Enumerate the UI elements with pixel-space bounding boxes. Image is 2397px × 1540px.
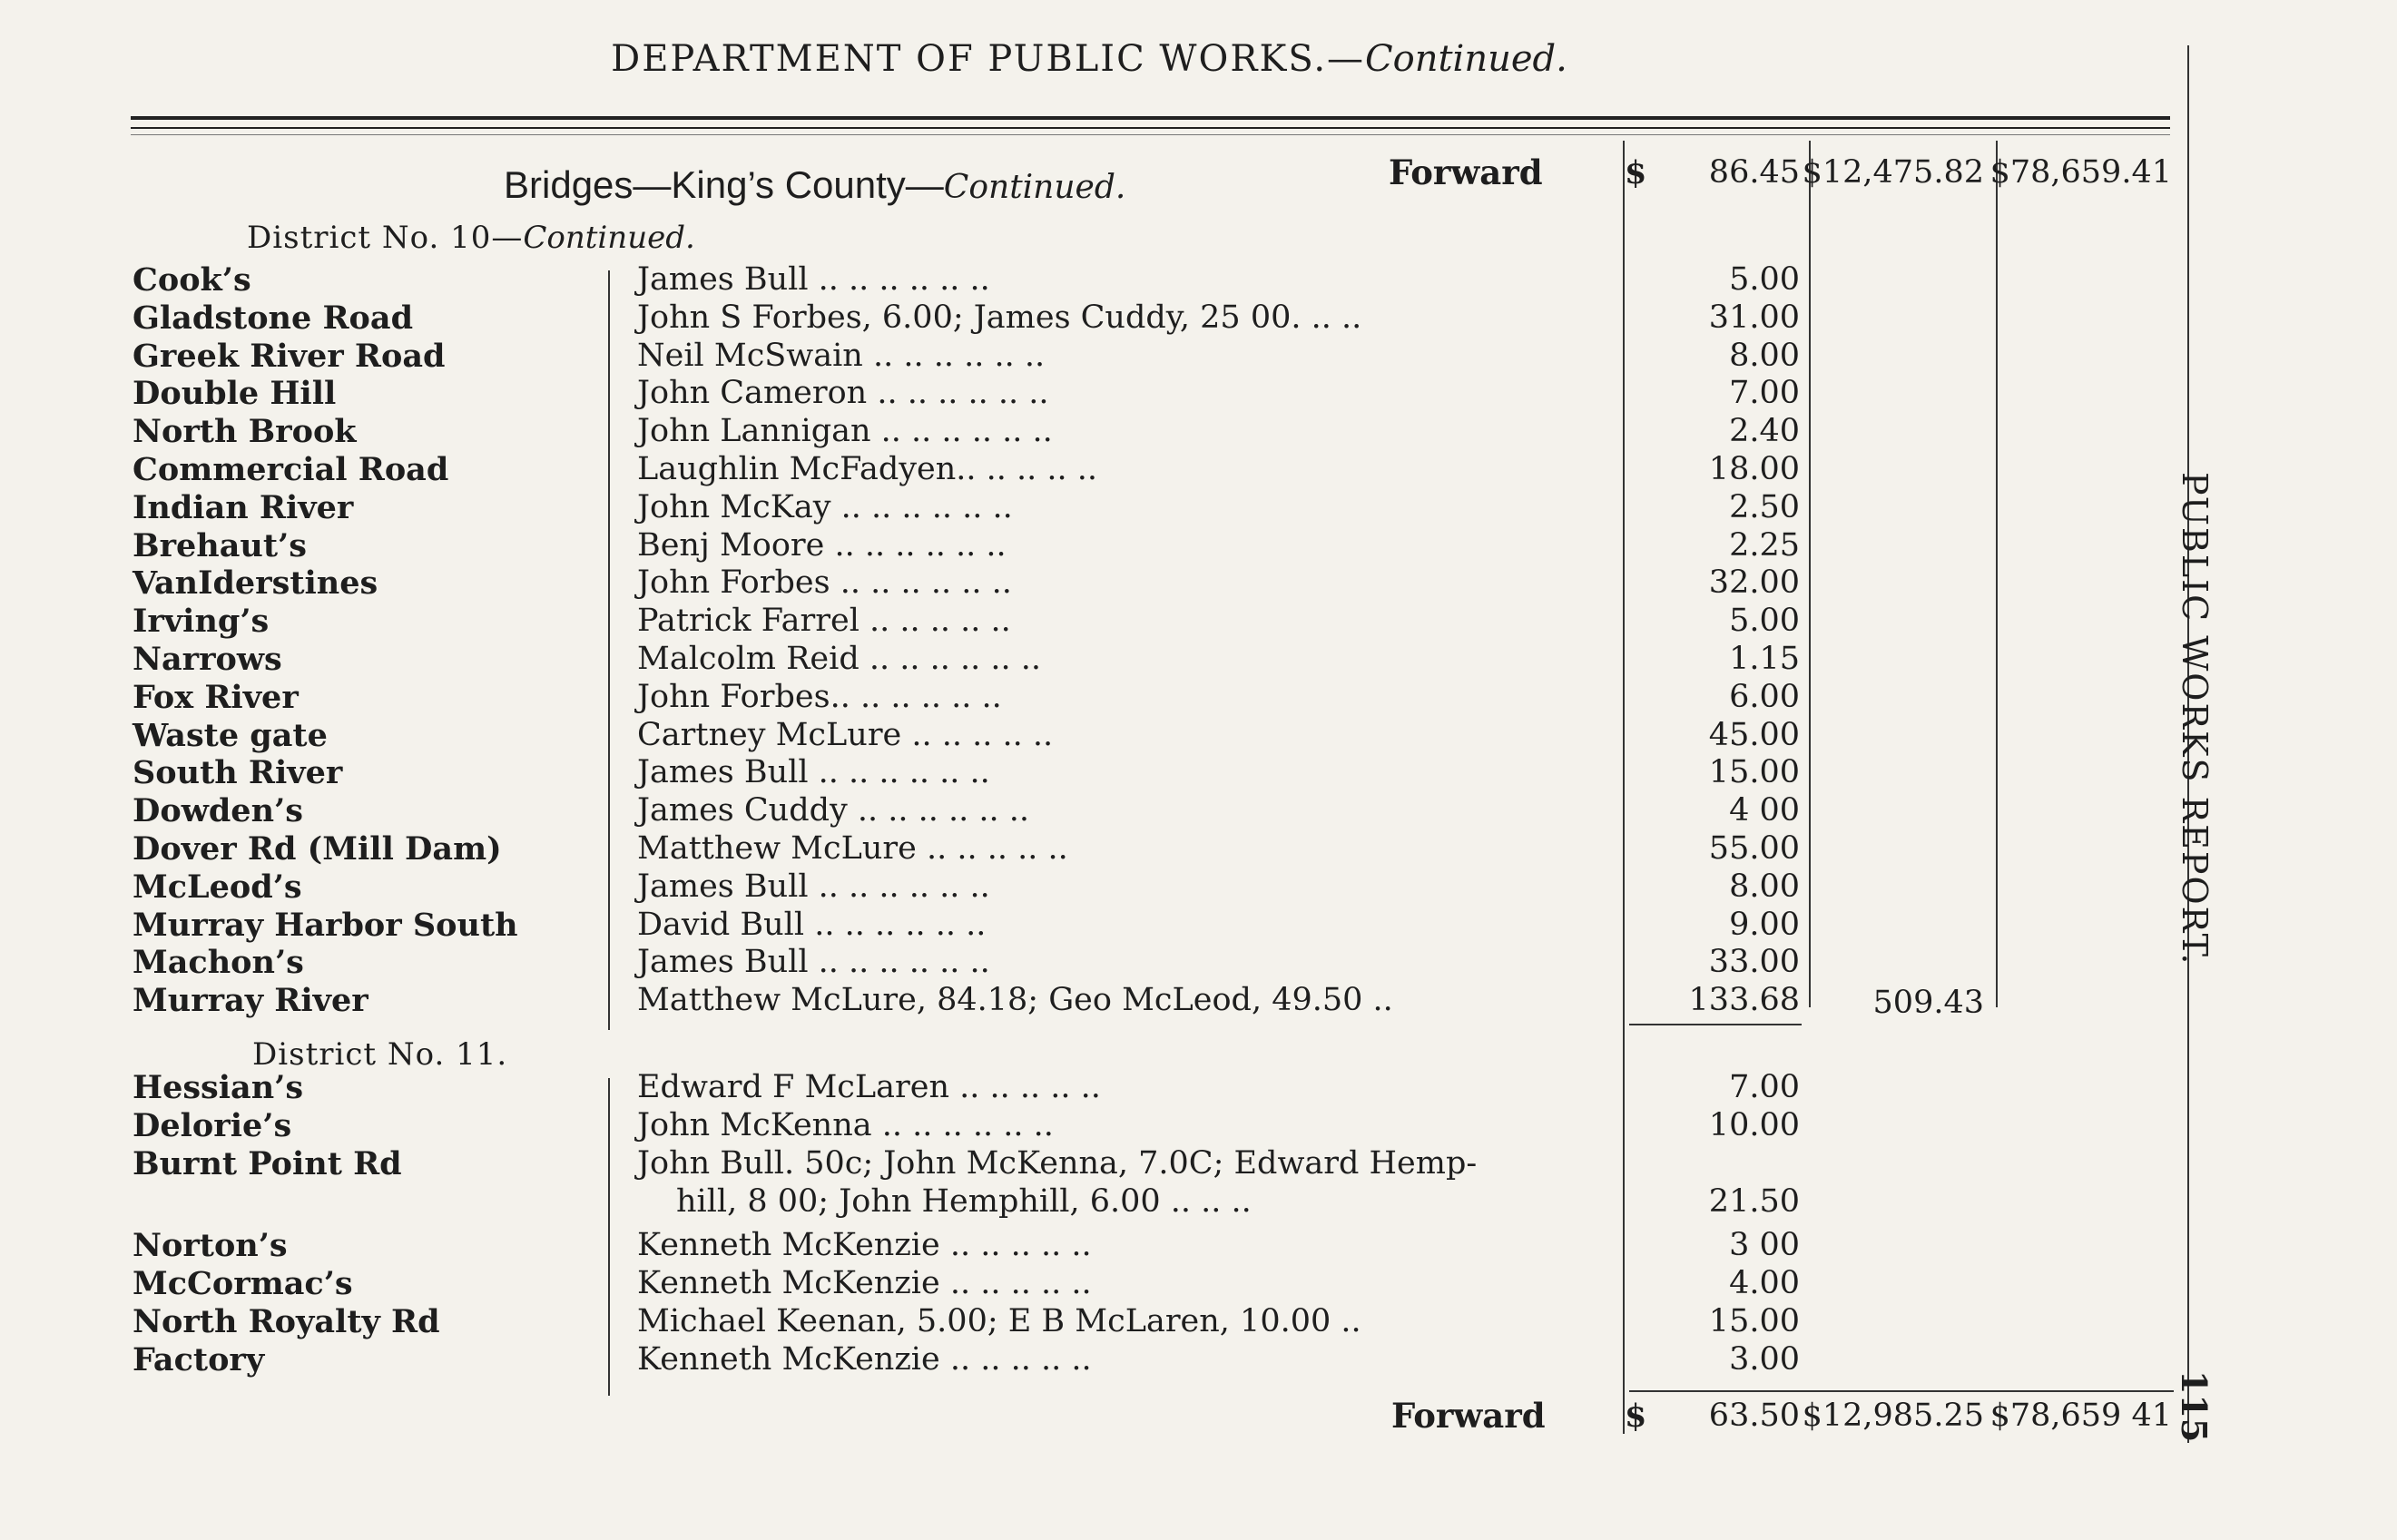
forward-top-dollar: $ [1625, 154, 1647, 191]
payee-name-continued: hill, 8 00; John Hemphill, 6.00 .. .. .. [676, 1183, 1252, 1220]
amount-value: 8.00 [1729, 337, 1800, 374]
place-name: Greek River Road [133, 337, 446, 375]
payee-name: David Bull .. .. .. .. .. .. [637, 906, 987, 943]
place-name: Dover Rd (Mill Dam) [133, 830, 502, 868]
place-name: Brehaut’s [133, 526, 307, 564]
place-name: VanIderstines [133, 564, 378, 603]
place-name: Factory [133, 1341, 265, 1378]
amount-value: 21.50 [1708, 1183, 1800, 1220]
place-name: Murray River [133, 982, 368, 1020]
payee-name: John Lannigan .. .. .. .. .. .. [637, 413, 1053, 450]
payee-name: James Bull .. .. .. .. .. .. [637, 868, 990, 905]
place-name: Indian River [133, 488, 354, 526]
district-10-subtotal: 509.43 [1872, 985, 1984, 1021]
place-name: Machon’s [133, 944, 304, 982]
amount-value: 3 00 [1729, 1227, 1800, 1263]
forward-bottom-dollar: $ [1625, 1398, 1647, 1435]
amount-value: 5.00 [1729, 261, 1800, 298]
amount-value: 3.00 [1729, 1341, 1800, 1378]
place-name: Gladstone Road [133, 299, 414, 337]
forward-top-total: $78,659.41 [1989, 154, 2172, 191]
header-rule-top [131, 116, 2170, 120]
place-name: Murray Harbor South [133, 906, 518, 944]
amount-value: 18.00 [1708, 451, 1800, 487]
amount-value: 4.00 [1729, 1265, 1800, 1301]
payee-name: Edward F McLaren .. .. .. .. .. [637, 1069, 1101, 1105]
amount-value: 8.00 [1729, 868, 1800, 905]
forward-bottom-rule [1629, 1390, 2174, 1392]
page-header [0, 38, 2178, 80]
place-name: Hessian’s [133, 1069, 304, 1106]
place-name: Narrows [133, 641, 282, 678]
district-11-heading: District No. 11. [252, 1036, 508, 1073]
payee-name: Kenneth McKenzie .. .. .. .. .. [637, 1341, 1092, 1378]
amount-value: 32.00 [1708, 564, 1800, 602]
place-name: Dowden’s [133, 792, 303, 830]
amount-value: 31.00 [1708, 299, 1800, 336]
forward-bottom-total: $78,659 41 [1989, 1398, 2172, 1434]
payee-column-line-10 [608, 270, 610, 1030]
amount-value: 7.00 [1729, 1069, 1800, 1105]
payee-name: James Bull .. .. .. .. .. .. [637, 754, 990, 791]
payee-name: James Cuddy .. .. .. .. .. .. [637, 792, 1030, 829]
amount-value: 5.00 [1729, 603, 1800, 640]
place-name: McLeod’s [133, 868, 302, 906]
place-name: Burnt Point Rd [133, 1145, 402, 1182]
payee-name: John Bull. 50c; John McKenna, 7.0C; Edward Hemp- [637, 1145, 1478, 1182]
place-name: Norton’s [133, 1227, 288, 1264]
amount-value: 33.00 [1708, 944, 1800, 981]
place-name: Fox River [133, 678, 299, 716]
payee-name: Cartney McLure .. .. .. .. .. [637, 716, 1054, 753]
payee-name: John Forbes .. .. .. .. .. .. [637, 564, 1012, 602]
amount-value: 133.68 [1688, 982, 1800, 1019]
payee-name: Michael Keenan, 5.00; E B McLaren, 10.00 .. [637, 1303, 1361, 1339]
payee-column-line-11 [608, 1078, 610, 1396]
section-title: Bridges—King’s County—Continued. [504, 163, 1126, 206]
forward-bottom-amount: 63.50 [1708, 1398, 1800, 1434]
place-name: Commercial Road [133, 451, 449, 488]
payee-name: John S Forbes, 6.00; James Cuddy, 25 00. .. .. [637, 299, 1362, 336]
header-rule-bottom [131, 127, 2170, 129]
payee-name: James Bull .. .. .. .. .. .. [637, 261, 990, 298]
payee-name: John McKenna .. .. .. .. .. .. [637, 1107, 1054, 1143]
place-name: McCormac’s [133, 1265, 353, 1302]
forward-bottom-label: Forward [1391, 1396, 1546, 1436]
amount-value: 9.00 [1729, 906, 1800, 943]
header-continued: Continued. [1365, 38, 1567, 80]
payee-name: John Cameron .. .. .. .. .. .. [637, 375, 1049, 412]
payee-name: Kenneth McKenzie .. .. .. .. .. [637, 1265, 1092, 1301]
payee-name: Matthew McLure .. .. .. .. .. [637, 830, 1068, 867]
place-name: North Royalty Rd [133, 1303, 440, 1340]
forward-bottom-subtotal: $12,985.25 [1802, 1398, 1984, 1434]
amount-value: 15.00 [1708, 754, 1800, 791]
page-number: 115 [2174, 1370, 2215, 1443]
amount-value: 55.00 [1708, 830, 1800, 867]
header-title: DEPARTMENT OF PUBLIC WORKS.— [611, 38, 1366, 80]
amount-value: 10.00 [1708, 1107, 1800, 1143]
payee-name: James Bull .. .. .. .. .. .. [637, 944, 990, 981]
forward-top-subtotal: $12,475.82 [1802, 154, 1984, 191]
amount-value: 6.00 [1729, 678, 1800, 715]
amount-value: 45.00 [1708, 716, 1800, 753]
amount-value: 1.15 [1729, 641, 1800, 677]
payee-name: John Forbes.. .. .. .. .. .. [637, 678, 1002, 715]
amount-value: 7.00 [1729, 375, 1800, 412]
payee-name: Matthew McLure, 84.18; Geo McLeod, 49.50 .. [637, 982, 1393, 1019]
place-name: South River [133, 754, 343, 792]
running-title: PUBLIC WORKS REPORT. [2175, 472, 2215, 966]
payee-name: Patrick Farrel .. .. .. .. .. [637, 603, 1011, 640]
amount-value: 2.25 [1729, 526, 1800, 564]
amount-value: 15.00 [1708, 1303, 1800, 1339]
payee-name: Benj Moore .. .. .. .. .. .. [637, 526, 1007, 564]
payee-name: Neil McSwain .. .. .. .. .. .. [637, 337, 1046, 374]
subtotal-column-line [1809, 141, 1811, 1007]
amount-value: 2.50 [1729, 488, 1800, 525]
district-10-heading: District No. 10—Continued. [247, 220, 695, 256]
total-column-line [1996, 141, 1998, 1007]
place-name: Waste gate [133, 716, 328, 754]
place-name: North Brook [133, 413, 357, 451]
place-name: Double Hill [133, 375, 337, 413]
place-name: Cook’s [133, 261, 251, 299]
payee-name: Malcolm Reid .. .. .. .. .. .. [637, 641, 1042, 677]
header-rule-thin [131, 134, 2170, 135]
place-name: Irving’s [133, 603, 270, 641]
forward-top-amount: 86.45 [1708, 154, 1800, 191]
district-10-rule [1629, 1024, 1802, 1025]
payee-name: Kenneth McKenzie .. .. .. .. .. [637, 1227, 1092, 1263]
amount-value: 2.40 [1729, 413, 1800, 450]
payee-name: Laughlin McFadyen.. .. .. .. .. [637, 451, 1098, 487]
amount-column-line [1623, 141, 1625, 1434]
amount-value: 4 00 [1729, 792, 1800, 829]
forward-top-label: Forward [1389, 152, 1543, 192]
payee-name: John McKay .. .. .. .. .. .. [637, 488, 1013, 525]
place-name: Delorie’s [133, 1107, 292, 1144]
